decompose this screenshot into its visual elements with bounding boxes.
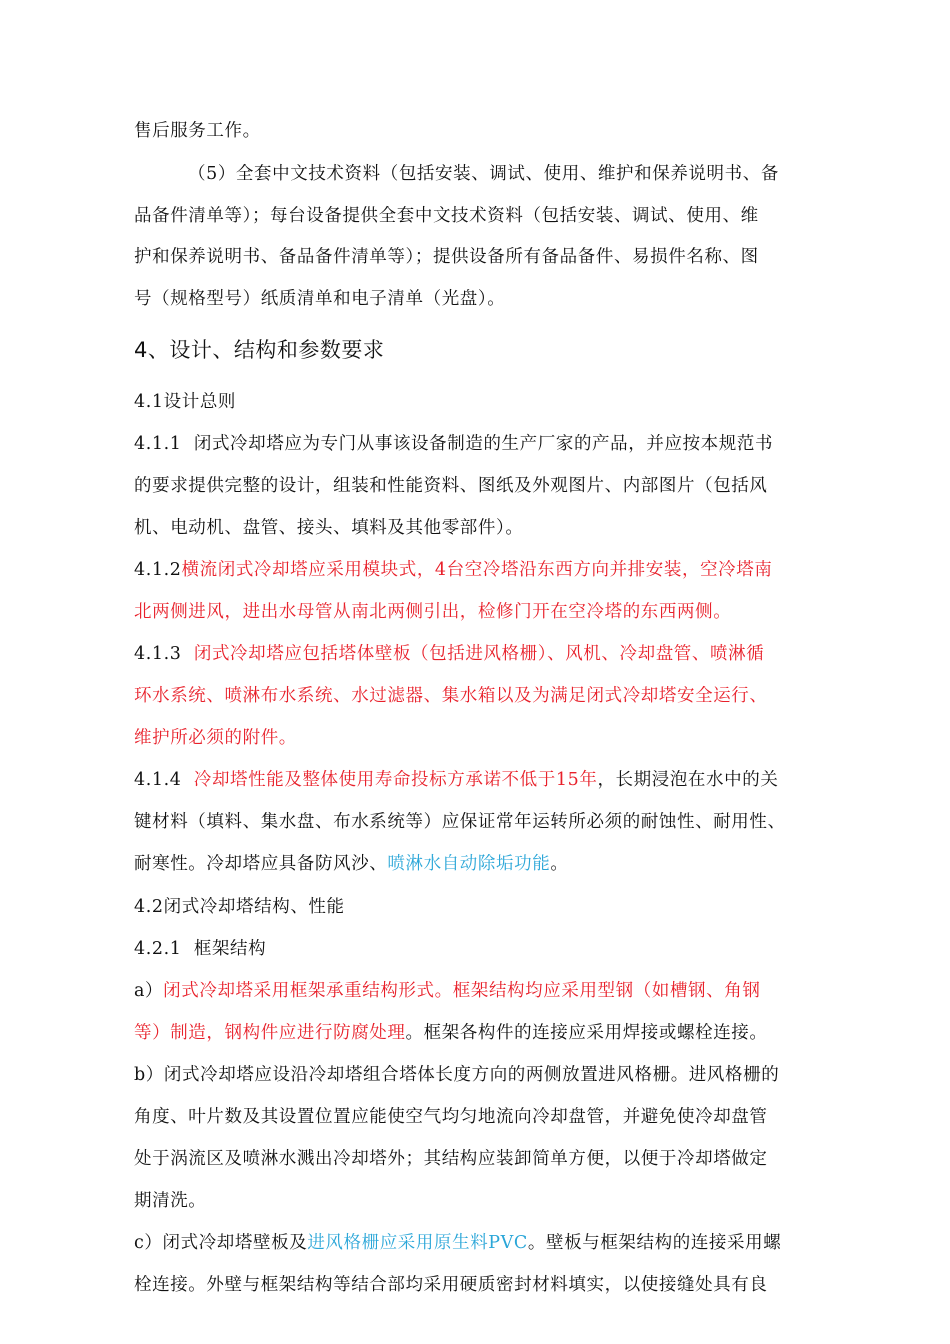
text-line <box>134 1230 781 1256</box>
highlighted-text-red: 北两侧进风，进出水母管从南北两侧引出，检修门开在空冷塔的东西两侧。 <box>134 602 732 622</box>
text-run: 期清洗。 <box>134 1191 207 1211</box>
highlighted-text-red: 环水系统、喷淋布水系统、水过滤器、集水箱以及为满足闭式冷却塔安全运行、 <box>134 686 768 706</box>
text-line <box>134 286 505 312</box>
text-run: 4、设计、结构和参数要求 <box>134 338 385 362</box>
text-run: 处于涡流区及喷淋水溅出冷却塔外；其结构应装卸简单方便，以便于冷却塔做定 <box>134 1149 768 1169</box>
text-run: 品备件清单等）；每台设备提供全套中文技术资料（包括安装、调试、使用、维 <box>134 206 759 226</box>
text-run: 4.1设计总则 <box>134 392 237 412</box>
text-line <box>188 161 779 187</box>
text-line <box>134 1188 206 1214</box>
highlighted-text-blue: 喷淋水自动除垢功能 <box>387 854 551 874</box>
highlighted-text-red: 闭式冷却塔应包括塔体壁板（包括进风格栅）、风机、冷却盘管、喷淋循 <box>193 644 765 664</box>
text-line <box>134 118 261 144</box>
text-run: 机、电动机、盘管、接头、填料及其他零部件）。 <box>134 518 524 538</box>
text-run: 键材料（填料、集水盘、布水系统等）应保证常年运转所必须的耐蚀性、耐用性、 <box>134 812 786 832</box>
text-line <box>134 851 568 877</box>
text-run: c）闭式冷却塔壁板及 <box>134 1233 308 1253</box>
text-run: 。 <box>550 854 569 874</box>
text-line <box>134 767 778 793</box>
section-heading <box>134 337 384 363</box>
text-line <box>134 936 266 962</box>
highlighted-text-red: 冷却塔性能及整体使用寿命投标方承诺不低于15年 <box>193 770 598 790</box>
text-run: ，长期浸泡在水中的关 <box>597 770 779 790</box>
text-line <box>134 1020 768 1046</box>
text-line <box>134 683 768 709</box>
text-line <box>134 473 768 499</box>
text-line <box>134 244 759 270</box>
text-line <box>134 515 523 541</box>
text-run: a） <box>134 981 164 1001</box>
text-run: 栓连接。外壁与框架结构等结合部均采用硬质密封材料填实，以使接缝处具有良 <box>134 1275 768 1295</box>
text-run: 耐寒性。冷却塔应具备防风沙、 <box>134 854 388 874</box>
text-run: 。框架各构件的连接应采用焊接或螺栓连接。 <box>405 1023 768 1043</box>
text-run: 号（规格型号）纸质清单和电子清单（光盘）。 <box>134 289 506 309</box>
text-run: 的要求提供完整的设计，组装和性能资料、图纸及外观图片、内部图片（包括风 <box>134 476 768 496</box>
text-run: 4.1.4 <box>134 770 194 790</box>
text-line <box>134 599 731 625</box>
text-line <box>134 557 772 583</box>
text-line <box>134 641 764 667</box>
text-run: （5）全套中文技术资料（包括安装、调试、使用、维护和保养说明书、备 <box>188 164 779 184</box>
text-run: 。壁板与框架结构的连接采用螺 <box>527 1233 782 1253</box>
text-run: 4.2.1 框架结构 <box>134 939 267 959</box>
text-line <box>134 725 297 751</box>
text-run: 4.1.3 <box>134 644 194 664</box>
text-line <box>134 1272 768 1298</box>
text-run: b）闭式冷却塔应设沿冷却塔组合塔体长度方向的两侧放置进风格栅。进风格栅的 <box>134 1065 780 1085</box>
highlighted-text-blue: 进风格栅应采用原生料PVC <box>307 1233 528 1253</box>
text-line <box>134 203 759 229</box>
highlighted-text-red: 闭式冷却塔采用框架承重结构形式。框架结构均应采用型钢（如槽钢、角钢 <box>163 981 761 1001</box>
text-line <box>134 389 236 415</box>
text-line <box>134 978 760 1004</box>
text-line <box>134 1062 779 1088</box>
highlighted-text-red: 等）制造，钢构件应进行防腐处理 <box>134 1023 406 1043</box>
text-line <box>134 894 345 920</box>
text-run: 角度、叶片数及其设置位置应能使空气均匀地流向冷却盘管，并避免使冷却盘管 <box>134 1107 768 1127</box>
text-run: 4.2闭式冷却塔结构、性能 <box>134 897 345 917</box>
text-run: 护和保养说明书、备品备件清单等）；提供设备所有备品备件、易损件名称、图 <box>134 247 759 267</box>
text-run: 4.1.2 <box>134 560 182 580</box>
text-run: 4.1.1 闭式冷却塔应为专门从事该设备制造的生产厂家的产品，并应按本规范书 <box>134 434 774 454</box>
text-line <box>134 809 786 835</box>
text-line <box>134 1146 768 1172</box>
highlighted-text-red: 横流闭式冷却塔应采用模块式，4台空冷塔沿东西方向并排安装，空冷塔南 <box>181 560 773 580</box>
text-line <box>134 1104 768 1130</box>
text-run: 售后服务工作。 <box>134 121 261 141</box>
text-line <box>134 431 773 457</box>
highlighted-text-red: 维护所必须的附件。 <box>134 728 297 748</box>
